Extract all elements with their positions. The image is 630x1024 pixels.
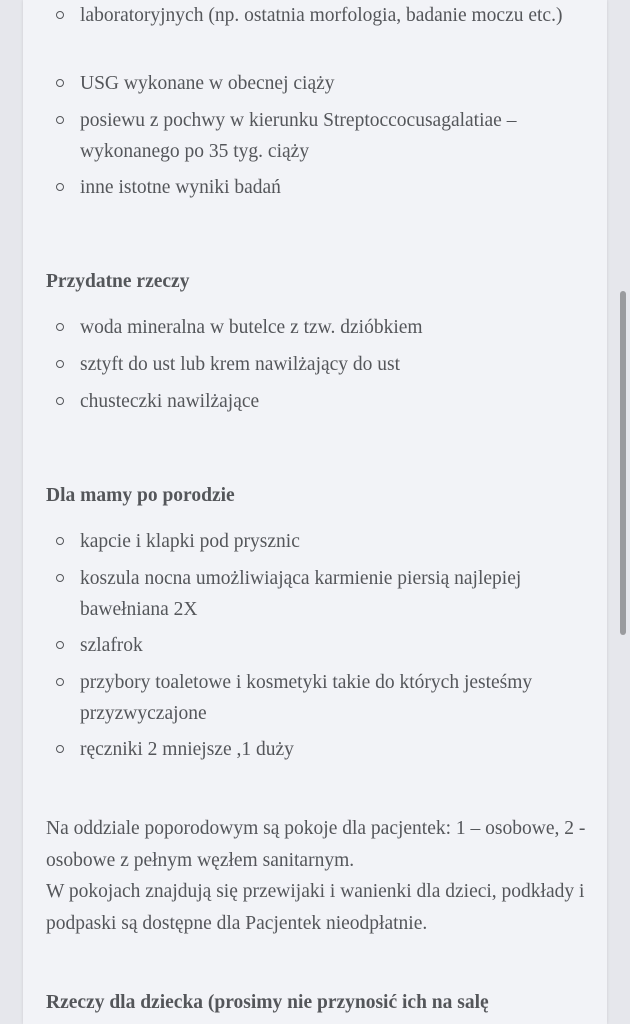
list-item-text: szlafrok [80,635,143,656]
list-item [80,105,585,167]
list-item [80,563,585,625]
list-item [80,386,585,417]
list-item-text: woda mineralna w butelce z tzw. dzióbkiem [80,317,423,338]
list-item-text: chusteczki nawilżające [80,391,260,412]
list-item [80,526,585,557]
list-item [80,312,585,343]
bullet-circle-icon [56,11,64,19]
list-item-text: ręczniki 2 mniejsze ,1 duży [80,739,294,760]
bullet-circle-icon [56,745,64,753]
ward-info-line-2: W pokojach znajdują się przewijaki i wanienki dla dzieci, podkłady i podpaski są dostępne dla Pacjentek nieodpłatnie. [46,881,585,934]
bullet-circle-icon [56,537,64,545]
section-heading-useful: Przydatne rzeczy [46,271,190,292]
bullet-circle-icon [56,641,64,649]
list-item-text: kapcie i klapki pod prysznic [80,531,300,552]
section-heading-baby: Rzeczy dla dziecka (prosimy nie przynosić ich na salę [46,992,489,1013]
list-item-text: koszula nocna umożliwiająca karmienie piersią najlepiej bawełniana 2X [80,568,522,620]
document-page [23,0,607,1024]
list-item [80,172,585,203]
list-item [80,630,585,661]
bullet-circle-icon [56,79,64,87]
list-item-text: sztyft do ust lub krem nawilżający do ust [80,354,401,375]
bullet-circle-icon [56,116,64,124]
list-item [80,68,585,99]
bullet-circle-icon [56,397,64,405]
list-item [80,349,585,380]
list-item-text: inne istotne wyniki badań [80,177,281,198]
list-item-text: posiewu z pochwy w kierunku Streptoccocusagalatiae – wykonanego po 35 tyg. ciąży [80,110,517,162]
list-item-text: laboratoryjnych (np. ostatnia morfologia, badanie moczu etc.) [80,5,563,26]
bullet-circle-icon [56,574,64,582]
bullet-circle-icon [56,678,64,686]
list-item-text: USG wykonane w obecnej ciąży [80,73,335,94]
section-heading-mother: Dla mamy po porodzie [46,485,235,506]
bullet-circle-icon [56,183,64,191]
list-item [80,734,585,765]
list-item-text: przybory toaletowe i kosmetyki takie do których jesteśmy przyzwyczajone [80,672,533,724]
list-item [80,0,585,31]
bullet-circle-icon [56,360,64,368]
page-scrollbar[interactable] [620,291,626,635]
list-item [80,667,585,729]
ward-info-line-1: Na oddziale poporodowym są pokoje dla pacjentek: 1 – osobowe, 2 - osobowe z pełnym węzłem sanitarnym. [46,818,586,871]
ward-info-paragraph [46,813,586,939]
bullet-circle-icon [56,323,64,331]
